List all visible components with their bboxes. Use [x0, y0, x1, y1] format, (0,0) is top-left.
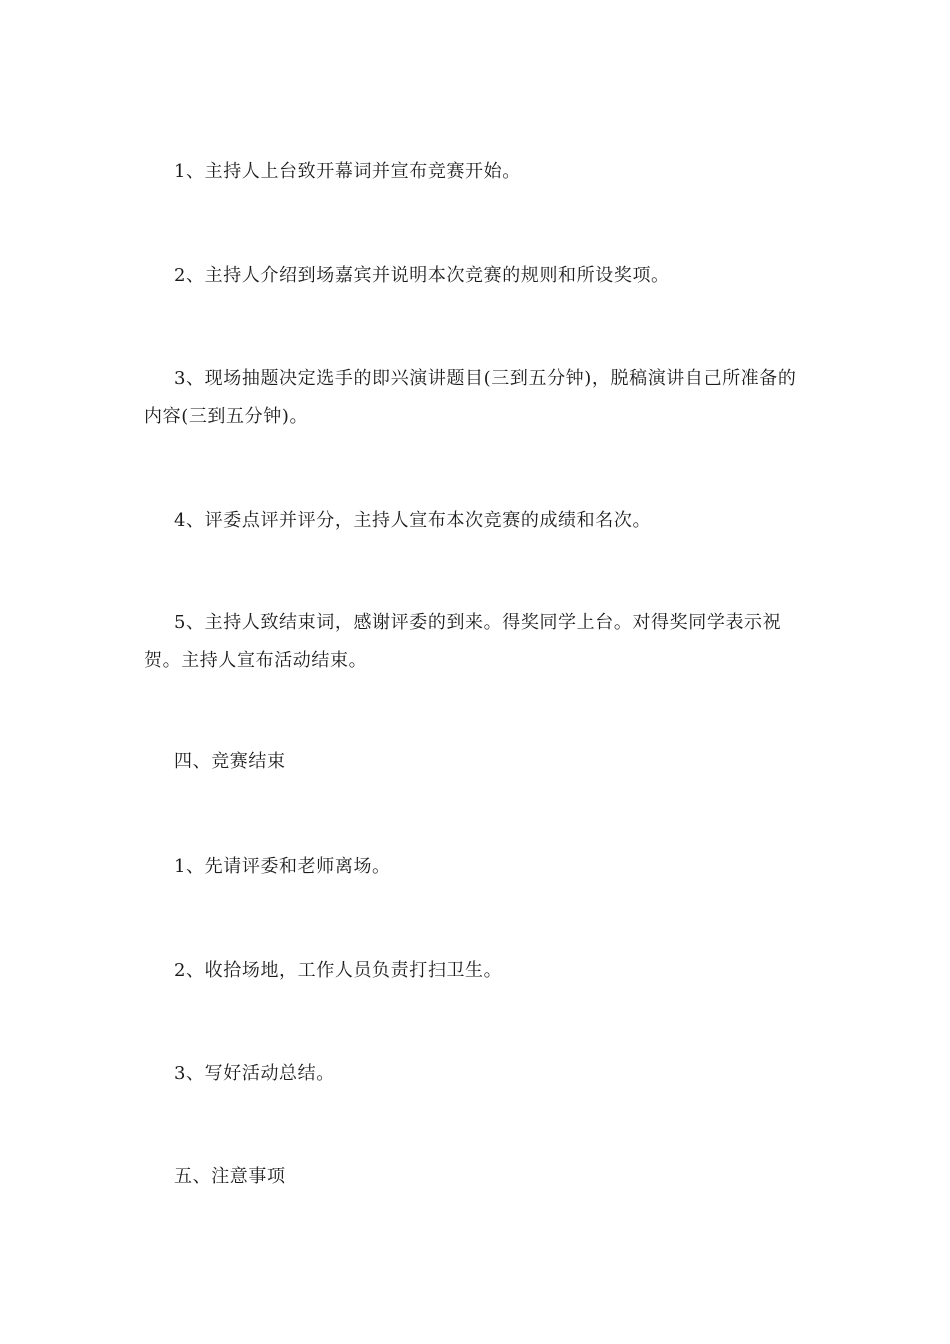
- step-4-paragraph: 4、评委点评并评分，主持人宣布本次竞赛的成绩和名次。: [174, 510, 652, 531]
- section-heading-competition-end: 四、竞赛结束: [174, 751, 286, 772]
- step-5-paragraph: 5、主持人致结束词，感谢评委的到来。得奖同学上台。对得奖同学表示祝贺。主持人宣布活动结束。: [144, 612, 782, 671]
- step-1-paragraph: 1、主持人上台致开幕词并宣布竞赛开始。: [174, 161, 521, 182]
- step-3-paragraph: 3、现场抽题决定选手的即兴演讲题目(三到五分钟)，脱稿演讲自己所准备的内容(三到五分钟)。: [144, 368, 797, 427]
- step-2-paragraph: 2、主持人介绍到场嘉宾并说明本次竞赛的规则和所设奖项。: [174, 265, 670, 286]
- end-step-1-paragraph: 1、先请评委和老师离场。: [174, 856, 391, 877]
- end-step-3-paragraph: 3、写好活动总结。: [174, 1063, 335, 1084]
- section-heading-notes: 五、注意事项: [174, 1166, 286, 1187]
- end-step-2-paragraph: 2、收拾场地，工作人员负责打扫卫生。: [174, 960, 503, 981]
